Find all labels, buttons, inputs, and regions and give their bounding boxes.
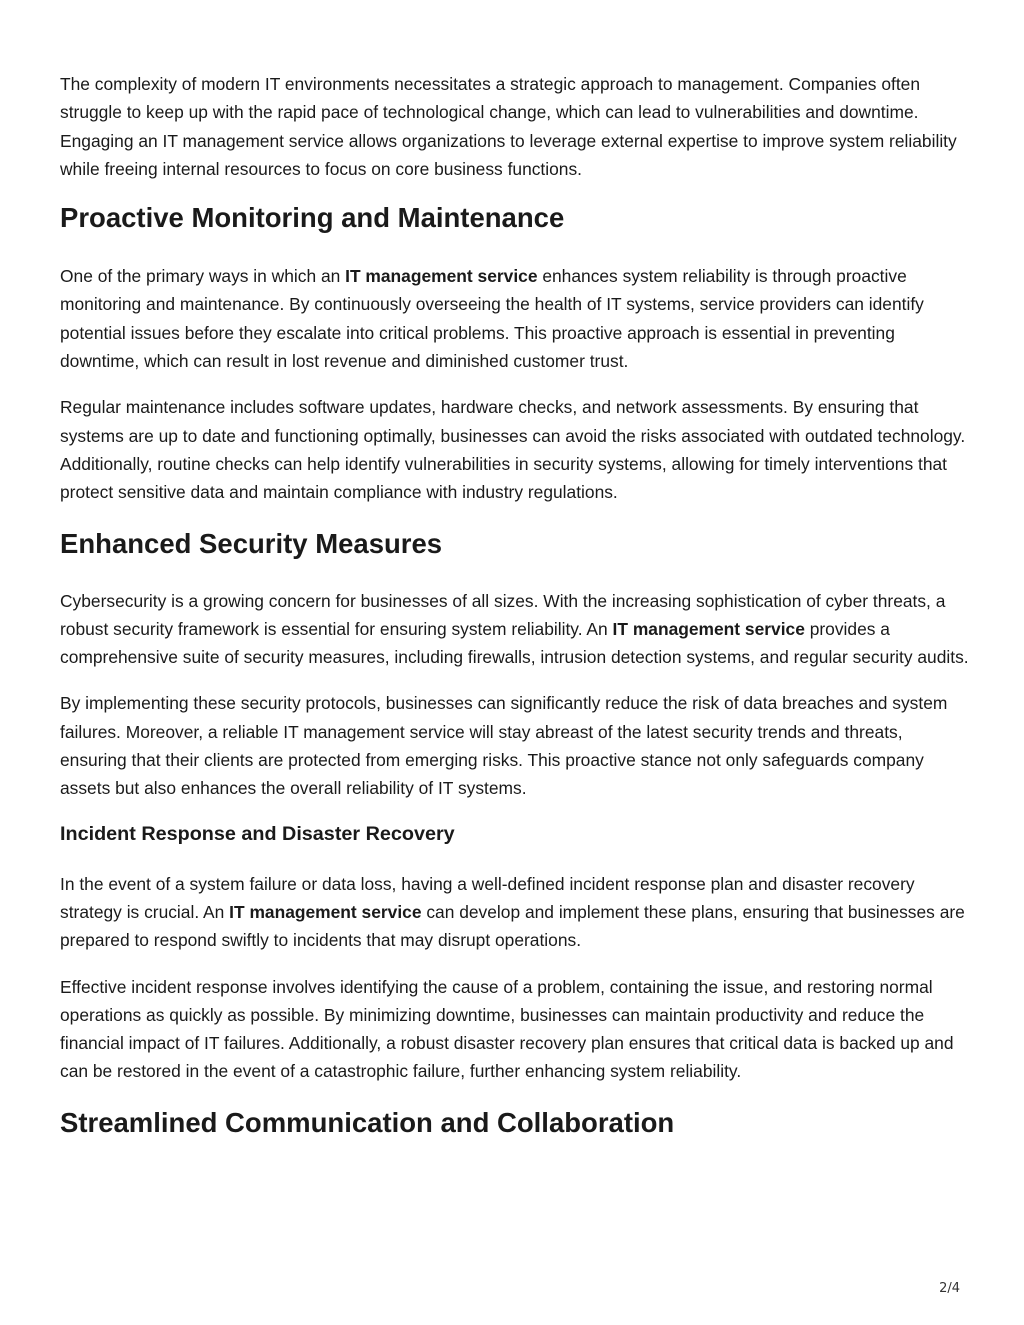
page-number: 2/4 bbox=[939, 1281, 960, 1296]
heading-incident-response: Incident Response and Disaster Recovery bbox=[60, 822, 455, 845]
intro-paragraph: The complexity of modern IT environments necessitates a strategic approach to management. Companies often struggle to keep up with the rapid pace of technological change, which can lead to vulnerabilities and downtime. Engaging an IT management service allows organizations to leverage external expertise to improve system reliability while freeing internal resources to focus on core business functions. bbox=[60, 74, 957, 179]
text-run: provides a comprehensive suite of security measures, including firewalls, intrusion detection systems, and regular security audits. bbox=[60, 618, 969, 668]
text-run: can develop and implement these plans, ensuring that businesses are prepared to respond swiftly to incidents that may disrupt operations. bbox=[60, 901, 965, 951]
document-body bbox=[60, 70, 970, 1140]
heading-streamlined-communication: Streamlined Communication and Collaboration bbox=[60, 1106, 675, 1138]
bold-term: IT management service bbox=[345, 266, 538, 287]
text-run: Cybersecurity is a growing concern for businesses of all sizes. With the increasing sophistication of cyber threats, a robust security framework is essential for ensuring system reliability. An bbox=[60, 590, 946, 639]
heading-enhanced-security: Enhanced Security Measures bbox=[60, 527, 443, 559]
incident-paragraph-1 bbox=[60, 870, 970, 955]
proactive-paragraph-2: Regular maintenance includes software updates, hardware checks, and network assessments. By ensuring that systems are up to date and functioning optimally, businesses can avoid the risks associated with outdated technology. Additionally, routine checks can help identify vulnerabilities in security systems, allowing for timely interventions that protect sensitive data and maintain compliance with industry regulations. bbox=[60, 397, 966, 503]
security-paragraph-1 bbox=[60, 587, 970, 672]
bold-term: IT management service bbox=[229, 901, 422, 922]
security-paragraph-2: By implementing these security protocols, businesses can significantly reduce the risk of data breaches and system failures. Moreover, a reliable IT management service will stay abreast of the latest security trends and threats, ensuring that their clients are protected from emerging risks. This proactive stance not only safeguards company assets but also enhances the overall reliability of IT systems. bbox=[60, 693, 948, 799]
incident-paragraph-2: Effective incident response involves identifying the cause of a problem, containing the issue, and restoring normal operations as quickly as possible. By minimizing downtime, businesses can maintain productivity and reduce the financial impact of IT failures. Additionally, a robust disaster recovery plan ensures that critical data is backed up and can be restored in the event of a catastrophic failure, further enhancing system reliability. bbox=[60, 976, 954, 1082]
heading-proactive-monitoring: Proactive Monitoring and Maintenance bbox=[60, 202, 565, 234]
text-run: In the event of a system failure or data loss, having a well-defined incident response plan and disaster recovery strategy is crucial. An bbox=[60, 873, 915, 922]
text-run: enhances system reliability is through proactive monitoring and maintenance. By continuously overseeing the health of IT systems, service providers can identify potential issues before they escalate into critical problems. This proactive approach is essential in preventing downtime, which can result in lost revenue and diminished customer trust. bbox=[60, 266, 924, 372]
text-run: One of the primary ways in which an bbox=[60, 266, 346, 287]
proactive-paragraph-1 bbox=[60, 262, 970, 375]
bold-term: IT management service bbox=[612, 618, 805, 639]
